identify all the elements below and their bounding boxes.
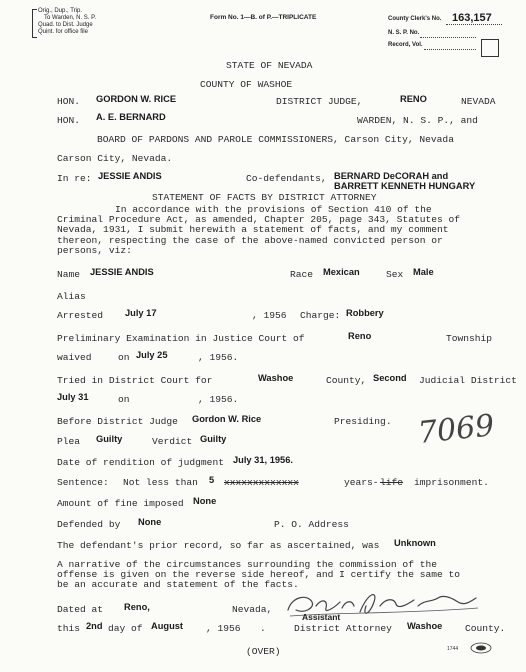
judge-city: RENO (400, 94, 427, 104)
statement-title: STATEMENT OF FACTS BY DISTRICT ATTORNEY (152, 192, 377, 203)
before-judge-label: Before District Judge (57, 416, 178, 427)
rendition-value: July 31, 1956. (233, 455, 293, 465)
judge-state: NEVADA (461, 96, 496, 107)
handwritten-number: 7069 (416, 408, 496, 451)
prelim-on: on (118, 352, 130, 363)
prelim-year: , 1956. (198, 352, 239, 363)
month-value: August (151, 621, 184, 631)
arrested-date: July 17 (125, 308, 157, 318)
sentence-years: years- (344, 477, 379, 488)
intro-line: In accordance with the provisions of Section 410 of the (115, 204, 432, 215)
record-vol-underline (424, 49, 476, 50)
waived-value: waived (57, 352, 92, 363)
district-value: Second (373, 373, 407, 383)
clerk-no-label: County Clerk's No. (388, 16, 442, 22)
nsp-no-label: N. S. P. No. (388, 30, 420, 36)
district-attorney-label: District Attorney (294, 623, 392, 634)
county-heading: COUNTY OF WASHOE (200, 79, 293, 90)
form-number: Form No. 1—B. of P.—TRIPLICATE (210, 14, 317, 21)
hon-label-2: HON. (57, 115, 81, 126)
district-judge-label: DISTRICT JUDGE, (276, 96, 363, 107)
clerk-no-underline (446, 24, 502, 25)
record-vol-label: Record, Vol. (388, 42, 423, 48)
tried-county: Washoe (258, 373, 294, 383)
judge-name: GORDON W. RICE (96, 94, 177, 104)
distribution-line: Quad. to Dist. Judge (38, 22, 93, 28)
before-judge-value: Gordon W. Rice (192, 414, 262, 424)
signature-year: , 1956 (206, 623, 241, 634)
dated-city: Reno, (124, 602, 150, 612)
sentence-life: life (380, 477, 404, 488)
race-value: Mexican (323, 267, 360, 277)
intro-paragraph (57, 205, 460, 256)
codefendant-1: BERNARD DeCORAH and (334, 171, 449, 181)
prelim-date: July 25 (136, 350, 168, 360)
clerk-no-value: 163,157 (452, 12, 492, 24)
period-mark: . (260, 623, 266, 634)
state-heading: STATE OF NEVADA (226, 60, 313, 71)
prior-record-value: Unknown (394, 538, 436, 548)
tried-on: on (118, 394, 130, 405)
inre-label: In re: (57, 173, 92, 184)
fine-value: None (193, 496, 217, 506)
prelim-court: Reno (348, 331, 372, 341)
union-label-icon (470, 642, 492, 654)
name-label: Name (57, 269, 81, 280)
sex-value: Male (413, 267, 434, 277)
defended-value: None (138, 517, 162, 527)
race-label: Race (290, 269, 314, 280)
defended-label: Defended by (57, 519, 121, 530)
name-value: JESSIE ANDIS (90, 267, 154, 277)
distribution-line: To Warden, N. S. P. (44, 15, 97, 21)
presiding-label: Presiding. (334, 416, 392, 427)
distribution-bracket (32, 9, 37, 38)
fine-label: Amount of fine imposed (57, 498, 184, 509)
codefendants-label: Co-defendants, (246, 173, 327, 184)
plea-label: Plea (57, 436, 81, 447)
narrative-line: be an accurate and statement of the facts. (57, 579, 299, 591)
prelim-label: Preliminary Examination in Justice Court of (57, 333, 305, 344)
dated-state: Nevada, (232, 604, 273, 615)
this-label: this (57, 623, 81, 634)
tried-date: July 31 (57, 392, 89, 402)
warden-label: WARDEN, N. S. P., and (357, 115, 478, 126)
narrative-line: A narrative of the circumstances surrounding the commission of the (57, 559, 437, 570)
verdict-value: Guilty (200, 434, 227, 444)
prior-record-label: The defendant's prior record, so far as ascertained, was (57, 540, 380, 551)
narrative-paragraph (57, 560, 460, 591)
arrested-year: , 1956 (252, 310, 287, 321)
alias-label: Alias (57, 291, 86, 302)
sentence-min: 5 (209, 475, 215, 485)
dated-label: Dated at (57, 604, 104, 615)
verdict-label: Verdict (152, 436, 193, 447)
sentence-struck: xxxxxxxxxxxxx (224, 477, 299, 488)
hon-label-1: HON. (57, 96, 81, 107)
tried-year: , 1956. (198, 394, 239, 405)
codefendant-2: BARRETT KENNETH HUNGARY (334, 181, 476, 191)
sex-label: Sex (386, 269, 404, 280)
charge-value: Robbery (346, 308, 384, 318)
sentence-end: imprisonment. (414, 477, 489, 488)
intro-line: Criminal Procedure Act, as amended, Chapter 205, page 343, Statutes of (57, 214, 461, 226)
da-county: Washoe (407, 621, 443, 631)
intro-line: thereon, respecting the case of the above-named convicted person or (57, 234, 443, 246)
nsp-no-underline (420, 37, 476, 38)
over-label: (OVER) (246, 646, 281, 657)
inre-name: JESSIE ANDIS (98, 171, 162, 181)
township-label: Township (446, 333, 493, 344)
print-code: 1744 (447, 646, 459, 652)
assistant-label: Assistant (302, 612, 341, 622)
judicial-district-label: Judicial District (419, 375, 517, 386)
rendition-label: Date of rendition of judgment (57, 457, 224, 468)
distribution-line: Quint. for office file (38, 29, 88, 35)
narrative-line: offense is given on the reverse side hereof, and I certify the same to (57, 569, 461, 581)
day-of-label: day of (108, 623, 143, 634)
county-label: County, (326, 375, 367, 386)
board-line: BOARD OF PARDONS AND PAROLE COMMISSIONERS, Carson City, Nevada (97, 134, 454, 145)
intro-line: Nevada, 1931, I submit herewith a statement of facts, and my comment (57, 224, 449, 236)
intro-line: persons, viz: (57, 244, 132, 256)
record-checkbox (481, 39, 499, 57)
warden-name: A. E. BERNARD (96, 112, 166, 122)
sentence-not-less: Not less than (123, 477, 198, 488)
charge-label: Charge: (300, 310, 341, 321)
county-end: County. (465, 623, 506, 634)
distribution-line: Orig., Dup., Trip. (38, 8, 83, 14)
plea-value: Guilty (96, 434, 123, 444)
carson-line: Carson City, Nevada. (57, 153, 173, 164)
po-address-label: P. O. Address (274, 519, 349, 530)
tried-label: Tried in District Court for (57, 375, 213, 386)
arrested-label: Arrested (57, 310, 104, 321)
day-value: 2nd (86, 621, 103, 631)
sentence-label: Sentence: (57, 477, 109, 488)
distribution-block (38, 8, 96, 36)
